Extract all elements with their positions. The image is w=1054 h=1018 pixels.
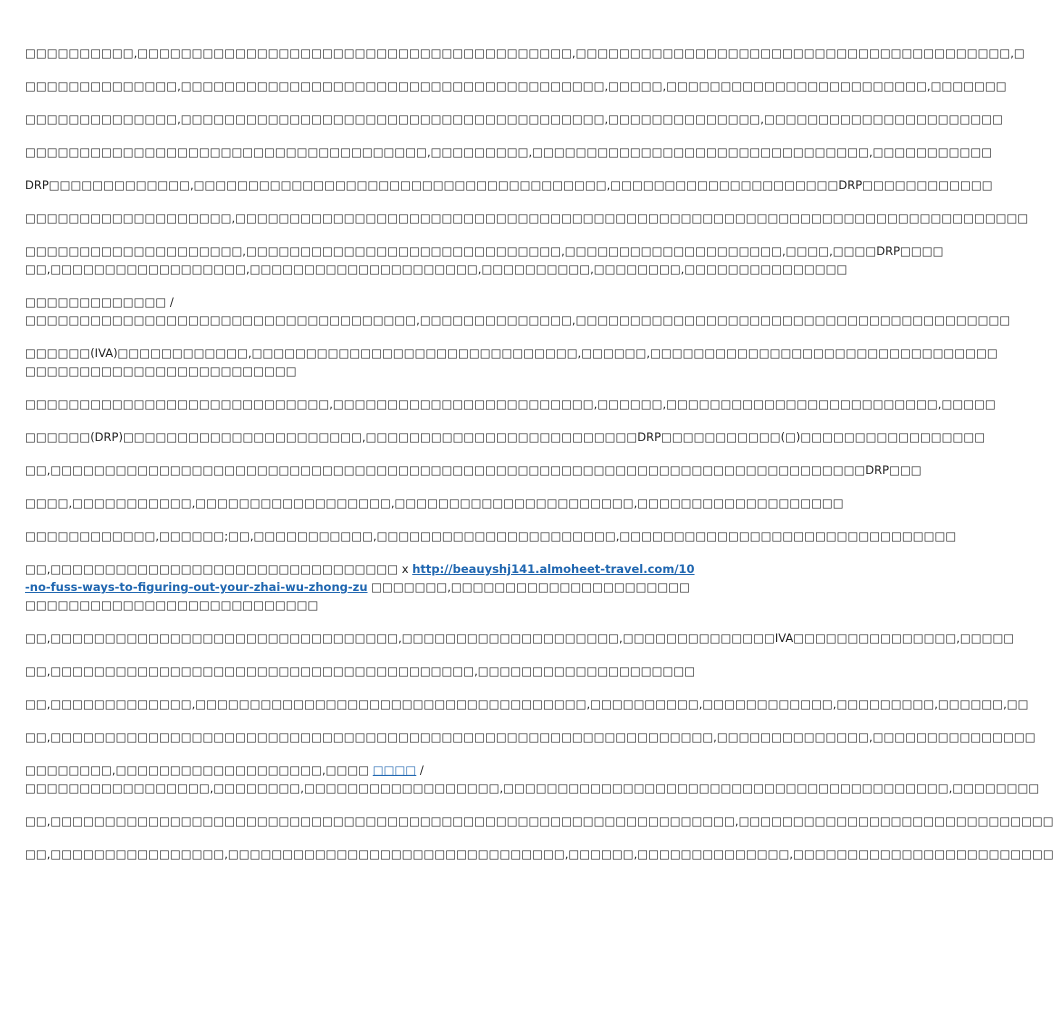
paragraph-7-line-1: □□□□□□□□□□□□□□□□□□□□,□□□□□□□□□□□□□□□□□□□□□□□□□□□□□,□□□□□□□□□□□□□□□□□□□□,□□□□,□□□□DRP□□□□ xyxy=(25,244,944,258)
paragraph-7-line-2: □□,□□□□□□□□□□□□□□□□□□,□□□□□□□□□□□□□□□□□□□□□,□□□□□□□□□□,□□□□□□□□,□□□□□□□□□□□□□□□ xyxy=(25,262,848,276)
paragraph-9-line-1: □□□□□□(IVA)□□□□□□□□□□□□,□□□□□□□□□□□□□□□□□□□□□□□□□□□□□□,□□□□□□,□□□□□□□□□□□□□□□□□□□□□□□□□□□□□□□□ xyxy=(25,346,998,360)
paragraph-1: □□□□□□□□□□,□□□□□□□□□□□□□□□□□□□□□□□□□□□□□□□□□□□□□□□□,□□□□□□□□□□□□□□□□□□□□□□□□□□□□□□□□□□□□□□□□,□ xyxy=(25,46,1025,60)
paragraph-20 xyxy=(25,761,1040,797)
paragraph-16: □□,□□□□□□□□□□□□□□□□□□□□□□□□□□□□□□□□,□□□□□□□□□□□□□□□□□□□□,□□□□□□□□□□□□□□IVA□□□□□□□□□□□□□□□,□□□□□ xyxy=(25,631,1015,645)
paragraph-8 xyxy=(25,293,1011,329)
paragraph-18: □□,□□□□□□□□□□□□□,□□□□□□□□□□□□□□□□□□□□□□□□□□□□□□□□□□□□,□□□□□□□□□□,□□□□□□□□□□□□,□□□□□□□□□,□□□□□□,□□ xyxy=(25,697,1029,711)
paragraph-17: □□,□□□□□□□□□□□□□□□□□□□□□□□□□□□□□□□□□□□□□□□,□□□□□□□□□□□□□□□□□□□□ xyxy=(25,664,696,678)
paragraph-12: □□,□□□□□□□□□□□□□□□□□□□□□□□□□□□□□□□□□□□□□□□□□□□□□□□□□□□□□□□□□□□□□□□□□□□□□□□□□□□DRP□□□ xyxy=(25,463,922,477)
paragraph-13: □□□□,□□□□□□□□□□□,□□□□□□□□□□□□□□□□□□,□□□□□□□□□□□□□□□□□□□□□□,□□□□□□□□□□□□□□□□□□□ xyxy=(25,496,844,510)
paragraph-2: □□□□□□□□□□□□□□,□□□□□□□□□□□□□□□□□□□□□□□□□□□□□□□□□□□□□□□,□□□□□,□□□□□□□□□□□□□□□□□□□□□□□□,□□□□□□□ xyxy=(25,79,1007,93)
paragraph-22: □□,□□□□□□□□□□□□□□□□,□□□□□□□□□□□□□□□□□□□□□□□□□□□□□□□,□□□□□□,□□□□□□□□□□□□□□,□□□□□□□□□□□□□□□□□□□□□□□□ xyxy=(25,847,1054,861)
paragraph-4: □□□□□□□□□□□□□□□□□□□□□□□□□□□□□□□□□□□□□,□□□□□□□□□,□□□□□□□□□□□□□□□□□□□□□□□□□□□□□□□,□□□□□□□□□□□ xyxy=(25,145,993,159)
paragraph-10: □□□□□□□□□□□□□□□□□□□□□□□□□□□□,□□□□□□□□□□□□□□□□□□□□□□□□,□□□□□□,□□□□□□□□□□□□□□□□□□□□□□□□□,□□□□□ xyxy=(25,397,996,411)
paragraph-14: □□□□□□□□□□□□,□□□□□□;□□,□□□□□□□□□□□,□□□□□□□□□□□□□□□□□□□□□□,□□□□□□□□□□□□□□□□□□□□□□□□□□□□□□□ xyxy=(25,529,957,543)
paragraph-11: □□□□□□(DRP)□□□□□□□□□□□□□□□□□□□□□□,□□□□□□□□□□□□□□□□□□□□□□□□□DRP□□□□□□□□□□□(□)□□□□□□□□□□□□□□□□□ xyxy=(25,430,986,444)
paragraph-9 xyxy=(25,344,998,380)
paragraph-20-text-before: □□□□□□□□,□□□□□□□□□□□□□□□□□□□,□□□□ xyxy=(25,763,373,777)
inline-link[interactable]: □□□□ xyxy=(372,763,417,777)
paragraph-7 xyxy=(25,242,944,278)
external-article-link[interactable]: http://beauyshj141.almoheet-travel.com/10-no-fuss-ways-to-figuring-out-your-zhai-wu-zhong-zu xyxy=(25,562,695,594)
paragraph-8-line-2: □□□□□□□□□□□□□□□□□□□□□□□□□□□□□□□□□□□□,□□□□□□□□□□□□□□,□□□□□□□□□□□□□□□□□□□□□□□□□□□□□□□□□□□□□□□□ xyxy=(25,313,1011,327)
paragraph-21: □□,□□□□□□□□□□□□□□□□□□□□□□□□□□□□□□□□□□□□□□□□□□□□□□□□□□□□□□□□□□□□□□□,□□□□□□□□□□□□□□□□□□□□□□□□□□□□□ xyxy=(25,814,1054,828)
paragraph-20-line-2: □□□□□□□□□□□□□□□□□,□□□□□□□□,□□□□□□□□□□□□□□□□□□,□□□□□□□□□□□□□□□□□□□□□□□□□□□□□□□□□□□□□□□□□,□□□□□□□□ xyxy=(25,781,1040,795)
paragraph-8-line-1: □□□□□□□□□□□□□ / xyxy=(25,295,174,309)
paragraph-3: □□□□□□□□□□□□□□,□□□□□□□□□□□□□□□□□□□□□□□□□□□□□□□□□□□□□□□,□□□□□□□□□□□□□□,□□□□□□□□□□□□□□□□□□□□□□ xyxy=(25,112,1003,126)
paragraph-15-text-before: □□,□□□□□□□□□□□□□□□□□□□□□□□□□□□□□□□□ x xyxy=(25,562,413,576)
paragraph-5: DRP□□□□□□□□□□□□□,□□□□□□□□□□□□□□□□□□□□□□□□□□□□□□□□□□□□□□,□□□□□□□□□□□□□□□□□□□□□DRP□□□□□□□□□□□□ xyxy=(25,178,993,192)
paragraph-20-line-1 xyxy=(25,761,695,779)
paragraph-15-text-after: □□□□□□□,□□□□□□□□□□□□□□□□□□□□□□□□□□□□□□□□□□□□□□□□□□□□□□□□□ xyxy=(25,580,690,612)
paragraph-19: □□,□□□□□□□□□□□□□□□□□□□□□□□□□□□□□□□□□□□□□□□□□□□□□□□□□□□□□□□□□□□□□,□□□□□□□□□□□□□□,□□□□□□□□□□□□□□□ xyxy=(25,730,1036,744)
paragraph-6: □□□□□□□□□□□□□□□□□□□,□□□□□□□□□□□□□□□□□□□□□□□□□□□□□□□□□□□□□□□□□□□□□□□□□□□□□□□□□□□□□□□□□□□□□□□□□ xyxy=(25,211,1029,225)
paragraph-20-text-after: / xyxy=(416,763,424,777)
paragraph-9-line-2: □□□□□□□□□□□□□□□□□□□□□□□□□ xyxy=(25,364,297,378)
paragraph-15 xyxy=(25,560,695,614)
